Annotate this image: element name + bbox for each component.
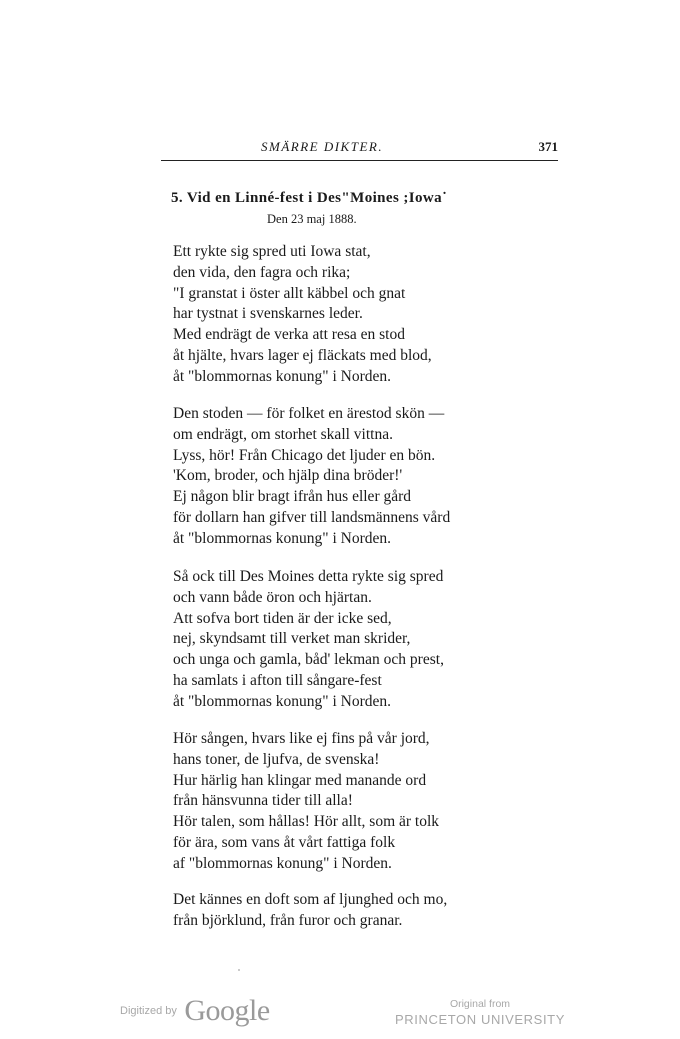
header-rule: [161, 160, 558, 161]
poem-line: Det kännes en doft som af ljunghed och mo,: [173, 891, 448, 908]
poem-line: den vida, den fagra och rika;: [173, 263, 351, 281]
poem-line: Lyss, hör! Från Chicago det ljuder en bön.: [173, 446, 436, 464]
poem-line: Hör talen, som hållas! Hör allt, som är tolk: [173, 813, 440, 831]
running-title: SMÄRRE DIKTER.: [261, 139, 384, 154]
poem-line: från hänsvunna tider till alla!: [173, 792, 353, 810]
google-logo: Google: [184, 994, 270, 1027]
poem-line: och vann både öron och hjärtan.: [173, 588, 372, 606]
poem-line: åt "blommornas konung" i Norden.: [173, 367, 391, 385]
poem-line: för dollarn han gifver till landsmännens vård: [173, 508, 451, 526]
stanza-3: [173, 567, 444, 713]
poem-line: hans toner, de ljufva, de svenska!: [173, 750, 380, 768]
poem-line: åt hjälte, hvars lager ej fläckats med blod,: [173, 346, 432, 364]
poem-title: 5. Vid en Linné-fest i Des"Moines ;Iowa˙: [171, 190, 448, 206]
stanza-5: [173, 890, 447, 932]
poem-line: och unga och gamla, båd' lekman och prest,: [173, 651, 444, 669]
stanza-2: [173, 404, 450, 550]
stanza-4: [173, 729, 439, 875]
digitized-by-watermark: [120, 994, 270, 1028]
original-institution: PRINCETON UNIVERSITY: [395, 1012, 565, 1027]
running-head: [161, 137, 558, 159]
poem-line: Ett rykte sig spred uti Iowa stat,: [173, 243, 371, 260]
poem-line: nej, skyndsamt till verket man skrider,: [173, 630, 411, 648]
poem-line: Så ock till Des Moines detta rykte sig spred: [173, 568, 444, 585]
poem-line: af "blommornas konung" i Norden.: [173, 854, 392, 872]
poem-line: åt "blommornas konung" i Norden.: [173, 692, 391, 710]
poem-line: Den stoden — för folket en ärestod skön —: [173, 405, 445, 422]
poem-date: Den 23 maj 1888.: [267, 212, 357, 226]
page-number: 371: [538, 139, 558, 154]
poem-line: åt "blommornas konung" i Norden.: [173, 529, 391, 547]
poem-line: Hur härlig han klingar med manande ord: [173, 771, 427, 789]
poem-line: om endrägt, om storhet skall vittna.: [173, 425, 393, 443]
poem-line: Att sofva bort tiden är der icke sed,: [173, 609, 392, 627]
poem-line: har tystnat i svenskarnes leder.: [173, 305, 363, 323]
original-label: Original from: [449, 998, 511, 1010]
stanza-1: [173, 242, 432, 388]
poem-line: "I granstat i öster allt käbbel och gnat: [173, 284, 406, 302]
poem-line: Hör sången, hvars like ej fins på vår jord,: [173, 730, 430, 747]
poem-line: från björklund, från furor och granar.: [173, 911, 403, 929]
poem-line: för ära, som vans åt vårt fattiga folk: [173, 833, 396, 851]
poem-line: Ej någon blir bragt ifrån hus eller gård: [173, 488, 412, 506]
poem-line: ha samlats i afton till sångare-fest: [173, 671, 382, 689]
scan-speck: [238, 969, 240, 971]
digitized-label: Digitized by: [120, 1005, 177, 1017]
original-from-watermark: [380, 997, 580, 1029]
poem-line: 'Kom, broder, och hjälp dina bröder!': [173, 467, 403, 485]
poem-line: Med endrägt de verka att resa en stod: [173, 326, 405, 344]
